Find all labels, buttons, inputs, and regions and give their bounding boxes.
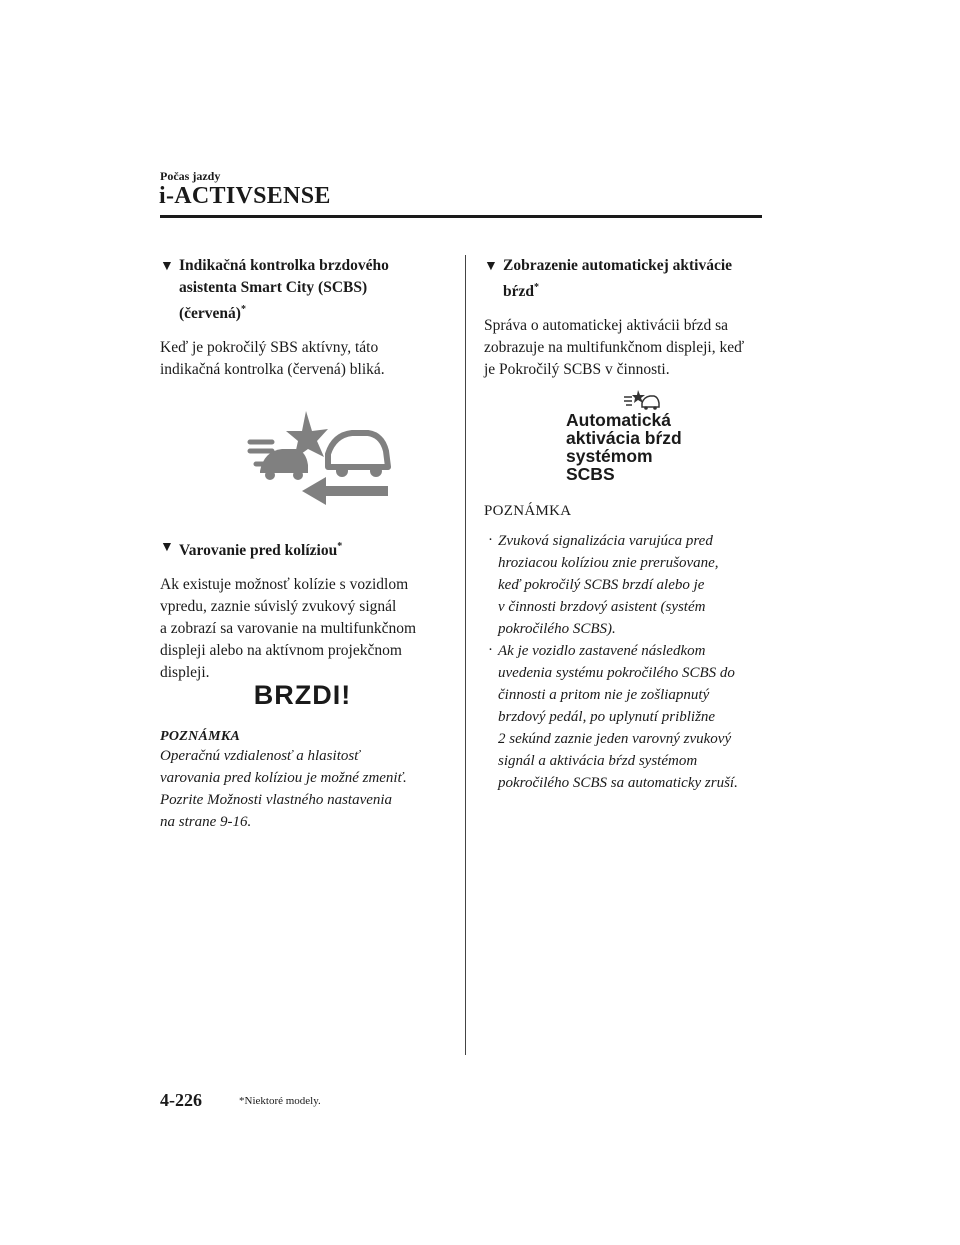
text-line: displeji alebo na aktívnom projekčnom [160,642,402,660]
column-divider [465,255,466,1055]
bullet-marker: · [488,532,493,549]
text-line: a zobrazí sa varovanie na multifunkčnom [160,620,417,638]
text-line: keď pokročilý SCBS brzdí alebo je [498,577,705,594]
text-line: indikačná kontrolka (červená) bliká. [160,361,385,379]
note-title: POZNÁMKA [484,503,572,520]
text-line: je Pokročilý SCBS v činnosti. [484,361,670,379]
text-line: Pozrite Možnosti vlastného nastavenia [160,792,393,809]
text-line: hroziacou kolíziou znie prerušovane, [498,555,719,572]
display-line: Automatická [566,410,672,431]
text-line: Zvuková signalizácia varujúca pred [498,533,713,550]
page-number: 4-226 [160,1090,202,1110]
scbs-warning-light-icon [242,409,392,514]
note-text [160,745,445,833]
heading-collision-warning [160,536,445,562]
note-bullets [484,530,764,794]
text-line: pokročilého SCBS). [498,621,616,638]
heading-line: Zobrazenie automatickej aktivácie [503,257,733,274]
text-line: na strane 9-16. [160,814,252,831]
text-line: displeji. [160,664,210,682]
note-title: POZNÁMKA [160,729,241,745]
heading-line: (červená)* [179,304,246,323]
heading-line: Varovanie pred kolíziou* [179,541,343,560]
section-label: Počas jazdy [160,169,221,183]
heading-line: bŕzd* [503,282,539,301]
paragraph [160,337,445,381]
heading-line: asistenta Smart City (SCBS) [179,279,368,296]
heading-line: Indikačná kontrolka brzdového [179,257,389,274]
text-line: v činnosti brzdový asistent (systém [498,599,706,616]
right-column [484,255,764,794]
triangle-marker-icon: ▼ [484,259,498,274]
footnote-star: * [534,282,539,293]
text-line: varovania pred kolíziou je možné zmeniť. [160,770,407,787]
footnote-star: * [337,541,343,553]
left-column [160,255,445,833]
text-line: vpredu, zaznie súvislý zvukový signál [160,598,397,616]
heading-auto-brake-display [484,255,764,303]
list-item [484,640,764,794]
list-item [484,530,764,640]
footnote-star: * [240,304,246,315]
text-line: uvedenia systému pokročilého SCBS do [498,665,735,682]
text-line: pokročilého SCBS sa automaticky zruší. [498,775,738,792]
chapter-title: i-ACTIVSENSE [159,183,331,209]
text-line: Keď je pokročilý SBS aktívny, táto [160,339,379,357]
header-rule [160,215,762,218]
bullet-marker: · [488,642,493,659]
triangle-marker-icon: ▼ [160,259,174,274]
paragraph [484,315,764,381]
display-line: systémom [566,446,653,467]
text-line: 2 sekúnd zaznie jeden varovný zvukový [498,731,732,748]
text-line: brzdový pedál, po uplynutí približne [498,709,716,726]
text-line: zobrazuje na multifunkčnom displeji, keď [484,339,745,357]
scbs-small-icon [620,389,660,411]
text-line: Operačnú vzdialenosť a hlasitosť [160,748,360,765]
brake-warning-display: BRZDI! [253,680,352,711]
text-line: Správa o automatickej aktivácii bŕzd sa [484,317,729,335]
text-line: Ak existuje možnosť kolízie s vozidlom [160,576,409,594]
text-line: signál a aktivácia bŕzd systémom [498,753,698,770]
paragraph [160,574,445,684]
footnote: *Niektoré modely. [239,1095,321,1107]
triangle-marker-icon: ▼ [160,540,174,556]
heading-scbs-indicator [160,255,445,325]
display-line: aktivácia bŕzd [566,428,682,449]
text-line: činnosti a pritom nie je zošliapnutý [498,687,710,704]
display-line: SCBS [566,464,615,485]
text-line: Ak je vozidlo zastavené následkom [498,643,706,660]
auto-brake-display [566,389,764,483]
